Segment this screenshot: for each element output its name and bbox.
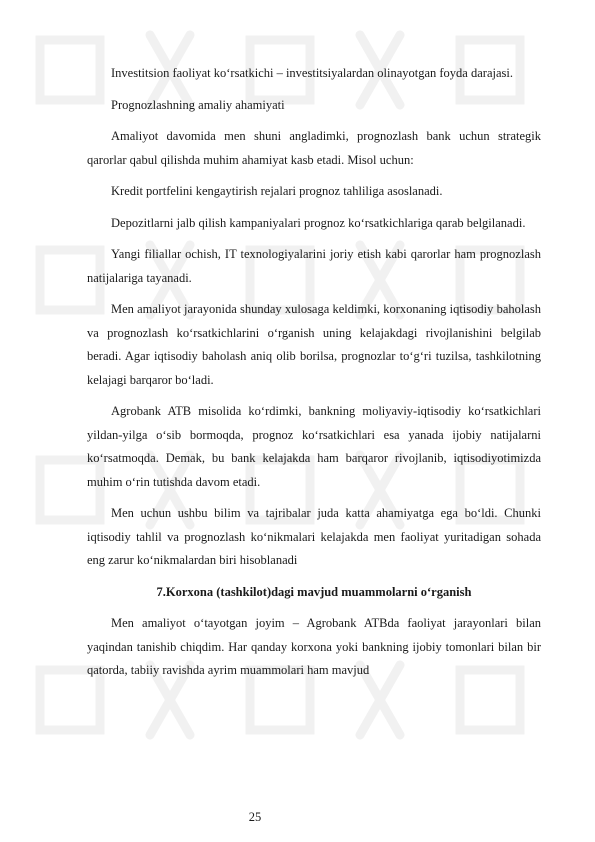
body-paragraph: Agrobank ATB misolida ko‘rdimki, bankning moliyaviy-iqtisodiy ko‘rsatkichlari yildan-yilga o‘sib bormoqda, prognoz ko‘rsatkichlari esa yanada ijobiy natijalarni ko‘rsatmoqda. Demak, bu bank kelajakda ham barqaror rivojlanib, iqtisodiyotimizda muhim o‘rin tutishda davom etadi. xyxy=(87,404,541,489)
page-number: 25 xyxy=(248,810,262,824)
body-paragraph: Men amaliyot jarayonida shunday xulosaga keldimki, korxonaning iqtisodiy baholash va prognozlash ko‘rsatkichlarini o‘rganish uning kelajakdagi rivojlanishini belgilab beradi. Agar iqtisodiy baholash aniq olib borilsa, prognozlar to‘g‘ri tuzilsa, tashkilotning kelajagi barqaror bo‘ladi. xyxy=(87,302,541,387)
body-paragraph: Depozitlarni jalb qilish kampaniyalari prognoz ko‘rsatkichlariga qarab belgilanadi. xyxy=(111,215,526,230)
body-paragraph: Amaliyot davomida men shuni angladimki, prognozlash bank uchun strategik qarorlar qabul qilishda muhim ahamiyat kasb etadi. Misol uchun: xyxy=(87,129,541,167)
section-subtitle: Prognozlashning amaliy ahamiyati xyxy=(111,97,285,112)
body-paragraph: Yangi filiallar ochish, IT texnologiyalarini joriy etish kabi qarorlar ham prognozlash natijalariga tayanadi. xyxy=(87,247,541,285)
body-paragraph: Men uchun ushbu bilim va tajribalar juda katta ahamiyatga ega bo‘ldi. Chunki iqtisodiy tahlil va prognozlash ko‘nikmalari kelajakda men faoliyat yuritadigan sohada eng zarur ko‘nikmalardan biri hisoblanadi xyxy=(87,506,541,567)
body-paragraph: Investitsion faoliyat ko‘rsatkichi – investitsiyalardan olinayotgan foyda darajasi. xyxy=(111,66,513,80)
section-heading: 7.Korxona (tashkilot)dagi mavjud muammolarni o‘rganish xyxy=(156,584,472,599)
body-paragraph: Kredit portfelini kengaytirish rejalari prognoz tahliliga asoslanadi. xyxy=(111,184,443,198)
body-paragraph: Men amaliyot o‘tayotgan joyim – Agrobank ATBda faoliyat jarayonlari bilan yaqindan tanishib chiqdim. Har qanday korxona yoki bankning ijobiy tomonlari bilan bir qatorda, tabiiy ravishda ayrim muammolari ham mavjud xyxy=(87,616,541,677)
page-body xyxy=(87,62,541,691)
